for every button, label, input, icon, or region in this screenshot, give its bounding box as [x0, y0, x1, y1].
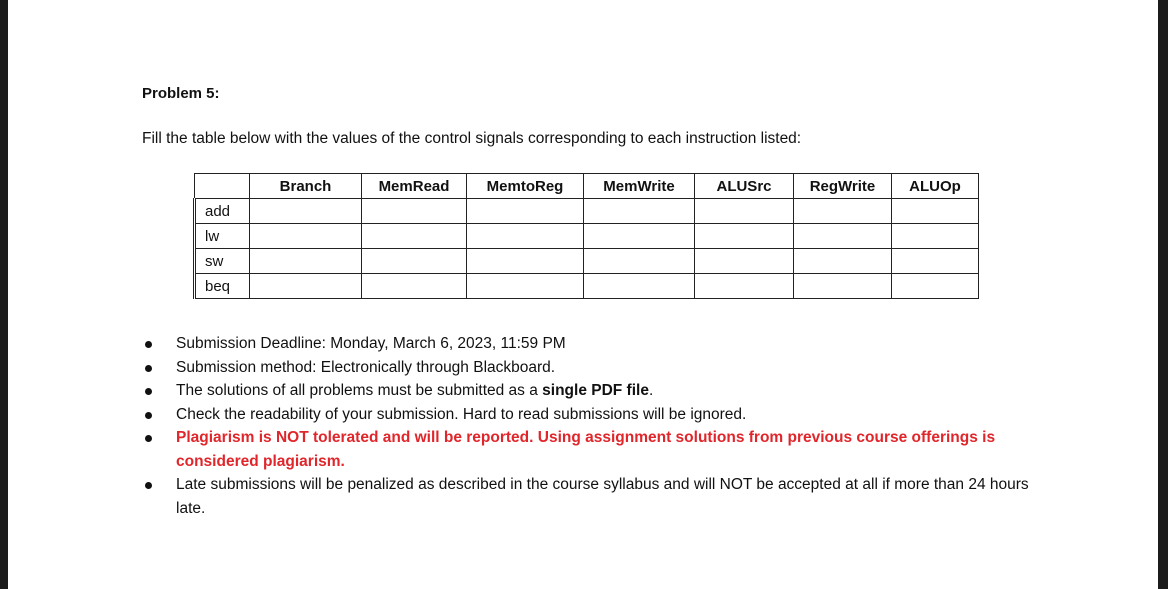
- table-header-row: [195, 174, 979, 199]
- table-cell: [467, 199, 584, 224]
- table-row: [195, 249, 979, 274]
- table-cell: [794, 274, 892, 299]
- table-cell: [584, 249, 695, 274]
- table-cell: [362, 199, 467, 224]
- note-method: Submission method: Electronically through Blackboard.: [176, 356, 1056, 380]
- table-cell: [584, 224, 695, 249]
- row-label-lw: lw: [195, 224, 250, 249]
- table-cell: [362, 249, 467, 274]
- header-memtoreg: MemtoReg: [467, 174, 584, 199]
- row-label-sw: sw: [195, 249, 250, 274]
- note-pdf: [176, 379, 1056, 403]
- control-signals-table: [193, 173, 979, 299]
- note-late-policy: Late submissions will be penalized as described in the course syllabus and will NOT be accepted at all if more than 24 hours late.: [176, 473, 1056, 520]
- note-pdf-suffix: .: [648, 382, 654, 399]
- header-branch: Branch: [250, 174, 362, 199]
- note-deadline: Submission Deadline: Monday, March 6, 2023, 11:59 PM: [176, 332, 1056, 356]
- row-label-beq: beq: [195, 274, 250, 299]
- submission-notes-list: [176, 332, 1056, 520]
- table-cell: [892, 199, 979, 224]
- problem-instruction: Fill the table below with the values of the control signals corresponding to each instruction listed:: [142, 130, 802, 147]
- table-cell: [362, 224, 467, 249]
- header-aluop: ALUOp: [892, 174, 979, 199]
- table-cell: [794, 199, 892, 224]
- note-pdf-bold: single PDF file: [542, 382, 649, 399]
- table-cell: [695, 274, 794, 299]
- header-regwrite: RegWrite: [794, 174, 892, 199]
- header-memread: MemRead: [362, 174, 467, 199]
- table-cell: [584, 274, 695, 299]
- note-pdf-prefix: The solutions of all problems must be submitted as a: [176, 382, 543, 399]
- table-cell: [467, 274, 584, 299]
- table-cell: [362, 274, 467, 299]
- table-row: [195, 274, 979, 299]
- row-label-add: add: [195, 199, 250, 224]
- table-corner-cell: [195, 174, 250, 199]
- table-cell: [892, 249, 979, 274]
- table-cell: [794, 224, 892, 249]
- problem-title: Problem 5:: [142, 85, 220, 102]
- table-cell: [695, 249, 794, 274]
- table-cell: [892, 274, 979, 299]
- note-readability: Check the readability of your submission. Hard to read submissions will be ignored.: [176, 403, 1056, 427]
- header-alusrc: ALUSrc: [695, 174, 794, 199]
- table-cell: [250, 274, 362, 299]
- table-row: [195, 199, 979, 224]
- table-cell: [467, 249, 584, 274]
- table-cell: [695, 224, 794, 249]
- table-row: [195, 224, 979, 249]
- table-cell: [892, 224, 979, 249]
- table-cell: [584, 199, 695, 224]
- note-plagiarism-warning: Plagiarism is NOT tolerated and will be reported. Using assignment solutions from previous course offerings is considered plagiarism.: [176, 426, 1056, 473]
- table-cell: [794, 249, 892, 274]
- table-cell: [250, 224, 362, 249]
- document-page: [8, 0, 1158, 589]
- table-cell: [250, 199, 362, 224]
- header-memwrite: MemWrite: [584, 174, 695, 199]
- table-cell: [250, 249, 362, 274]
- table-cell: [695, 199, 794, 224]
- table-cell: [467, 224, 584, 249]
